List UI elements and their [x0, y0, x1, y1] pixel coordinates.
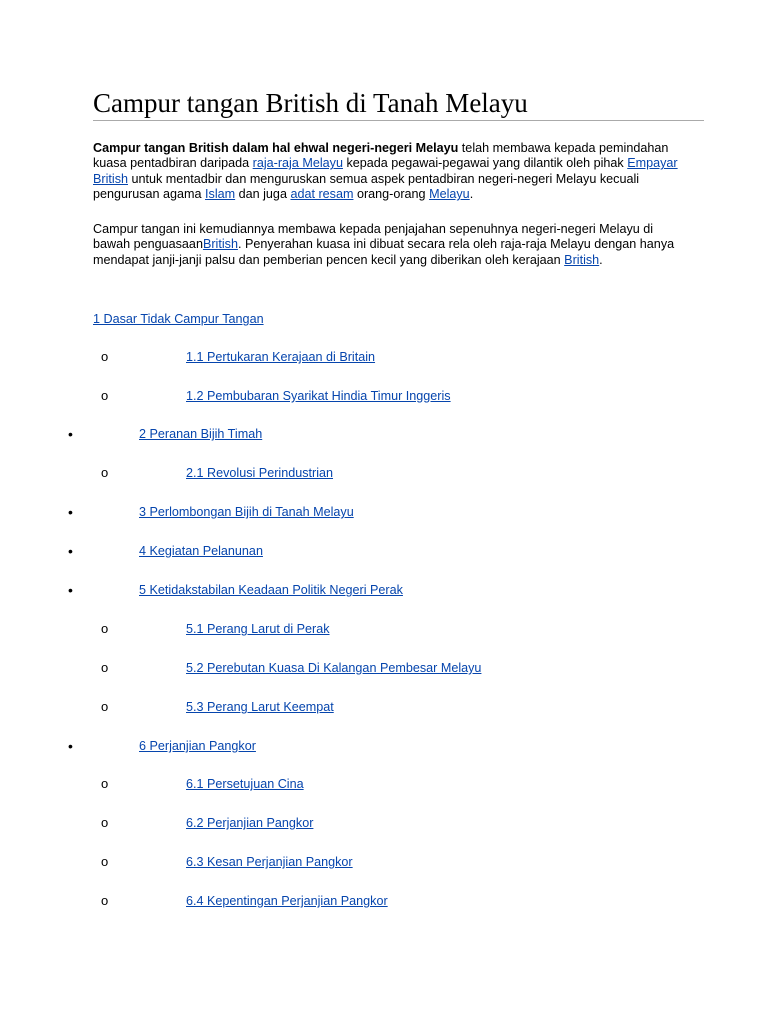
link-melayu[interactable]: Melayu — [429, 187, 470, 202]
intro-paragraph — [93, 141, 693, 203]
toc-item-5-3[interactable]: 5.3 Perang Larut Keempat — [186, 700, 334, 714]
toc-bullet-circle: o — [101, 388, 109, 403]
second-text-1: Campur tangan ini kemudiannya membawa kepada penjajahan sepenuhnya negeri-negeri Melayu di bawah penguasaan — [93, 222, 654, 252]
intro-lead-text: Campur tangan British dalam hal ehwal negeri-negeri Melayu — [93, 141, 459, 155]
intro-text-5: orang-orang — [353, 187, 430, 202]
toc-item-6-3[interactable]: 6.3 Kesan Perjanjian Pangkor — [186, 855, 353, 869]
link-islam[interactable]: Islam — [205, 187, 236, 202]
intro-text-3: untuk mentadbir dan menguruskan semua aspek pentadbiran negeri-negeri Melayu kecuali pengurusan agama — [93, 171, 640, 202]
toc-item-5-1[interactable]: 5.1 Perang Larut di Perak — [186, 622, 330, 636]
toc-item-6-4[interactable]: 6.4 Kepentingan Perjanjian Pangkor — [186, 894, 388, 908]
toc-bullet-circle: o — [101, 621, 109, 636]
toc-item-3[interactable]: 3 Perlombongan Bijih di Tanah Melayu — [139, 505, 354, 519]
toc-bullet-circle: o — [101, 815, 109, 830]
toc-item-5[interactable]: 5 Ketidakstabilan Keadaan Politik Negeri Perak — [139, 583, 403, 597]
second-text-3: . — [599, 252, 603, 267]
toc-item-6-1[interactable]: 6.1 Persetujuan Cina — [186, 777, 304, 791]
page-title: Campur tangan British di Tanah Melayu — [93, 86, 704, 121]
second-text-2: . Penyerahan kuasa ini dibuat secara rela oleh raja-raja Melayu dengan hanya mendapat janji-janji palsu dan pemberian pencen kecil yang diberikan oleh kerajaan — [93, 237, 675, 267]
intro-text-6: . — [469, 187, 474, 202]
link-raja-raja-melayu[interactable]: raja-raja Melayu — [252, 156, 343, 171]
toc-bullet-circle: o — [101, 465, 109, 480]
toc-item-4[interactable]: 4 Kegiatan Pelanunan — [139, 544, 263, 558]
toc-bullet-circle: o — [101, 893, 109, 908]
toc-item-2-1[interactable]: 2.1 Revolusi Perindustrian — [186, 466, 334, 480]
toc-bullet-disc: • — [68, 738, 73, 754]
toc-item-5-2[interactable]: 5.2 Perebutan Kuasa Di Kalangan Pembesar Melayu — [186, 661, 482, 675]
toc-item-1-1[interactable]: 1.1 Pertukaran Kerajaan di Britain — [186, 350, 376, 364]
toc-bullet-circle: o — [101, 776, 109, 791]
second-paragraph — [93, 222, 693, 268]
toc-bullet-circle: o — [101, 854, 109, 869]
intro-text-4: dan juga — [235, 187, 291, 202]
toc-item-1-2[interactable]: 1.2 Pembubaran Syarikat Hindia Timur Inggeris — [186, 389, 451, 403]
toc-bullet-circle: o — [101, 660, 109, 675]
link-british-2[interactable]: British — [564, 252, 600, 267]
toc-bullet-disc: • — [68, 582, 73, 598]
toc-bullet-circle: o — [101, 699, 109, 714]
toc-item-6[interactable]: 6 Perjanjian Pangkor — [139, 739, 256, 753]
toc-bullet-circle: o — [101, 349, 109, 364]
toc-item-6-2[interactable]: 6.2 Perjanjian Pangkor — [186, 816, 314, 830]
toc-bullet-disc: • — [68, 426, 73, 442]
intro-text-2: kepada pegawai-pegawai yang dilantik oleh pihak — [342, 156, 628, 171]
toc-bullet-disc: • — [68, 504, 73, 520]
link-empayar-british[interactable]: Empayar British — [93, 156, 678, 186]
toc-item-2[interactable]: 2 Peranan Bijih Timah — [139, 427, 263, 441]
intro-text-1: telah membawa kepada pemindahan kuasa pentadbiran daripada — [93, 141, 669, 171]
link-adat-resam[interactable]: adat resam — [290, 187, 354, 202]
toc-item-1[interactable]: 1 Dasar Tidak Campur Tangan — [93, 312, 264, 326]
link-british-1[interactable]: British — [202, 237, 238, 252]
toc-bullet-disc: • — [68, 543, 73, 559]
